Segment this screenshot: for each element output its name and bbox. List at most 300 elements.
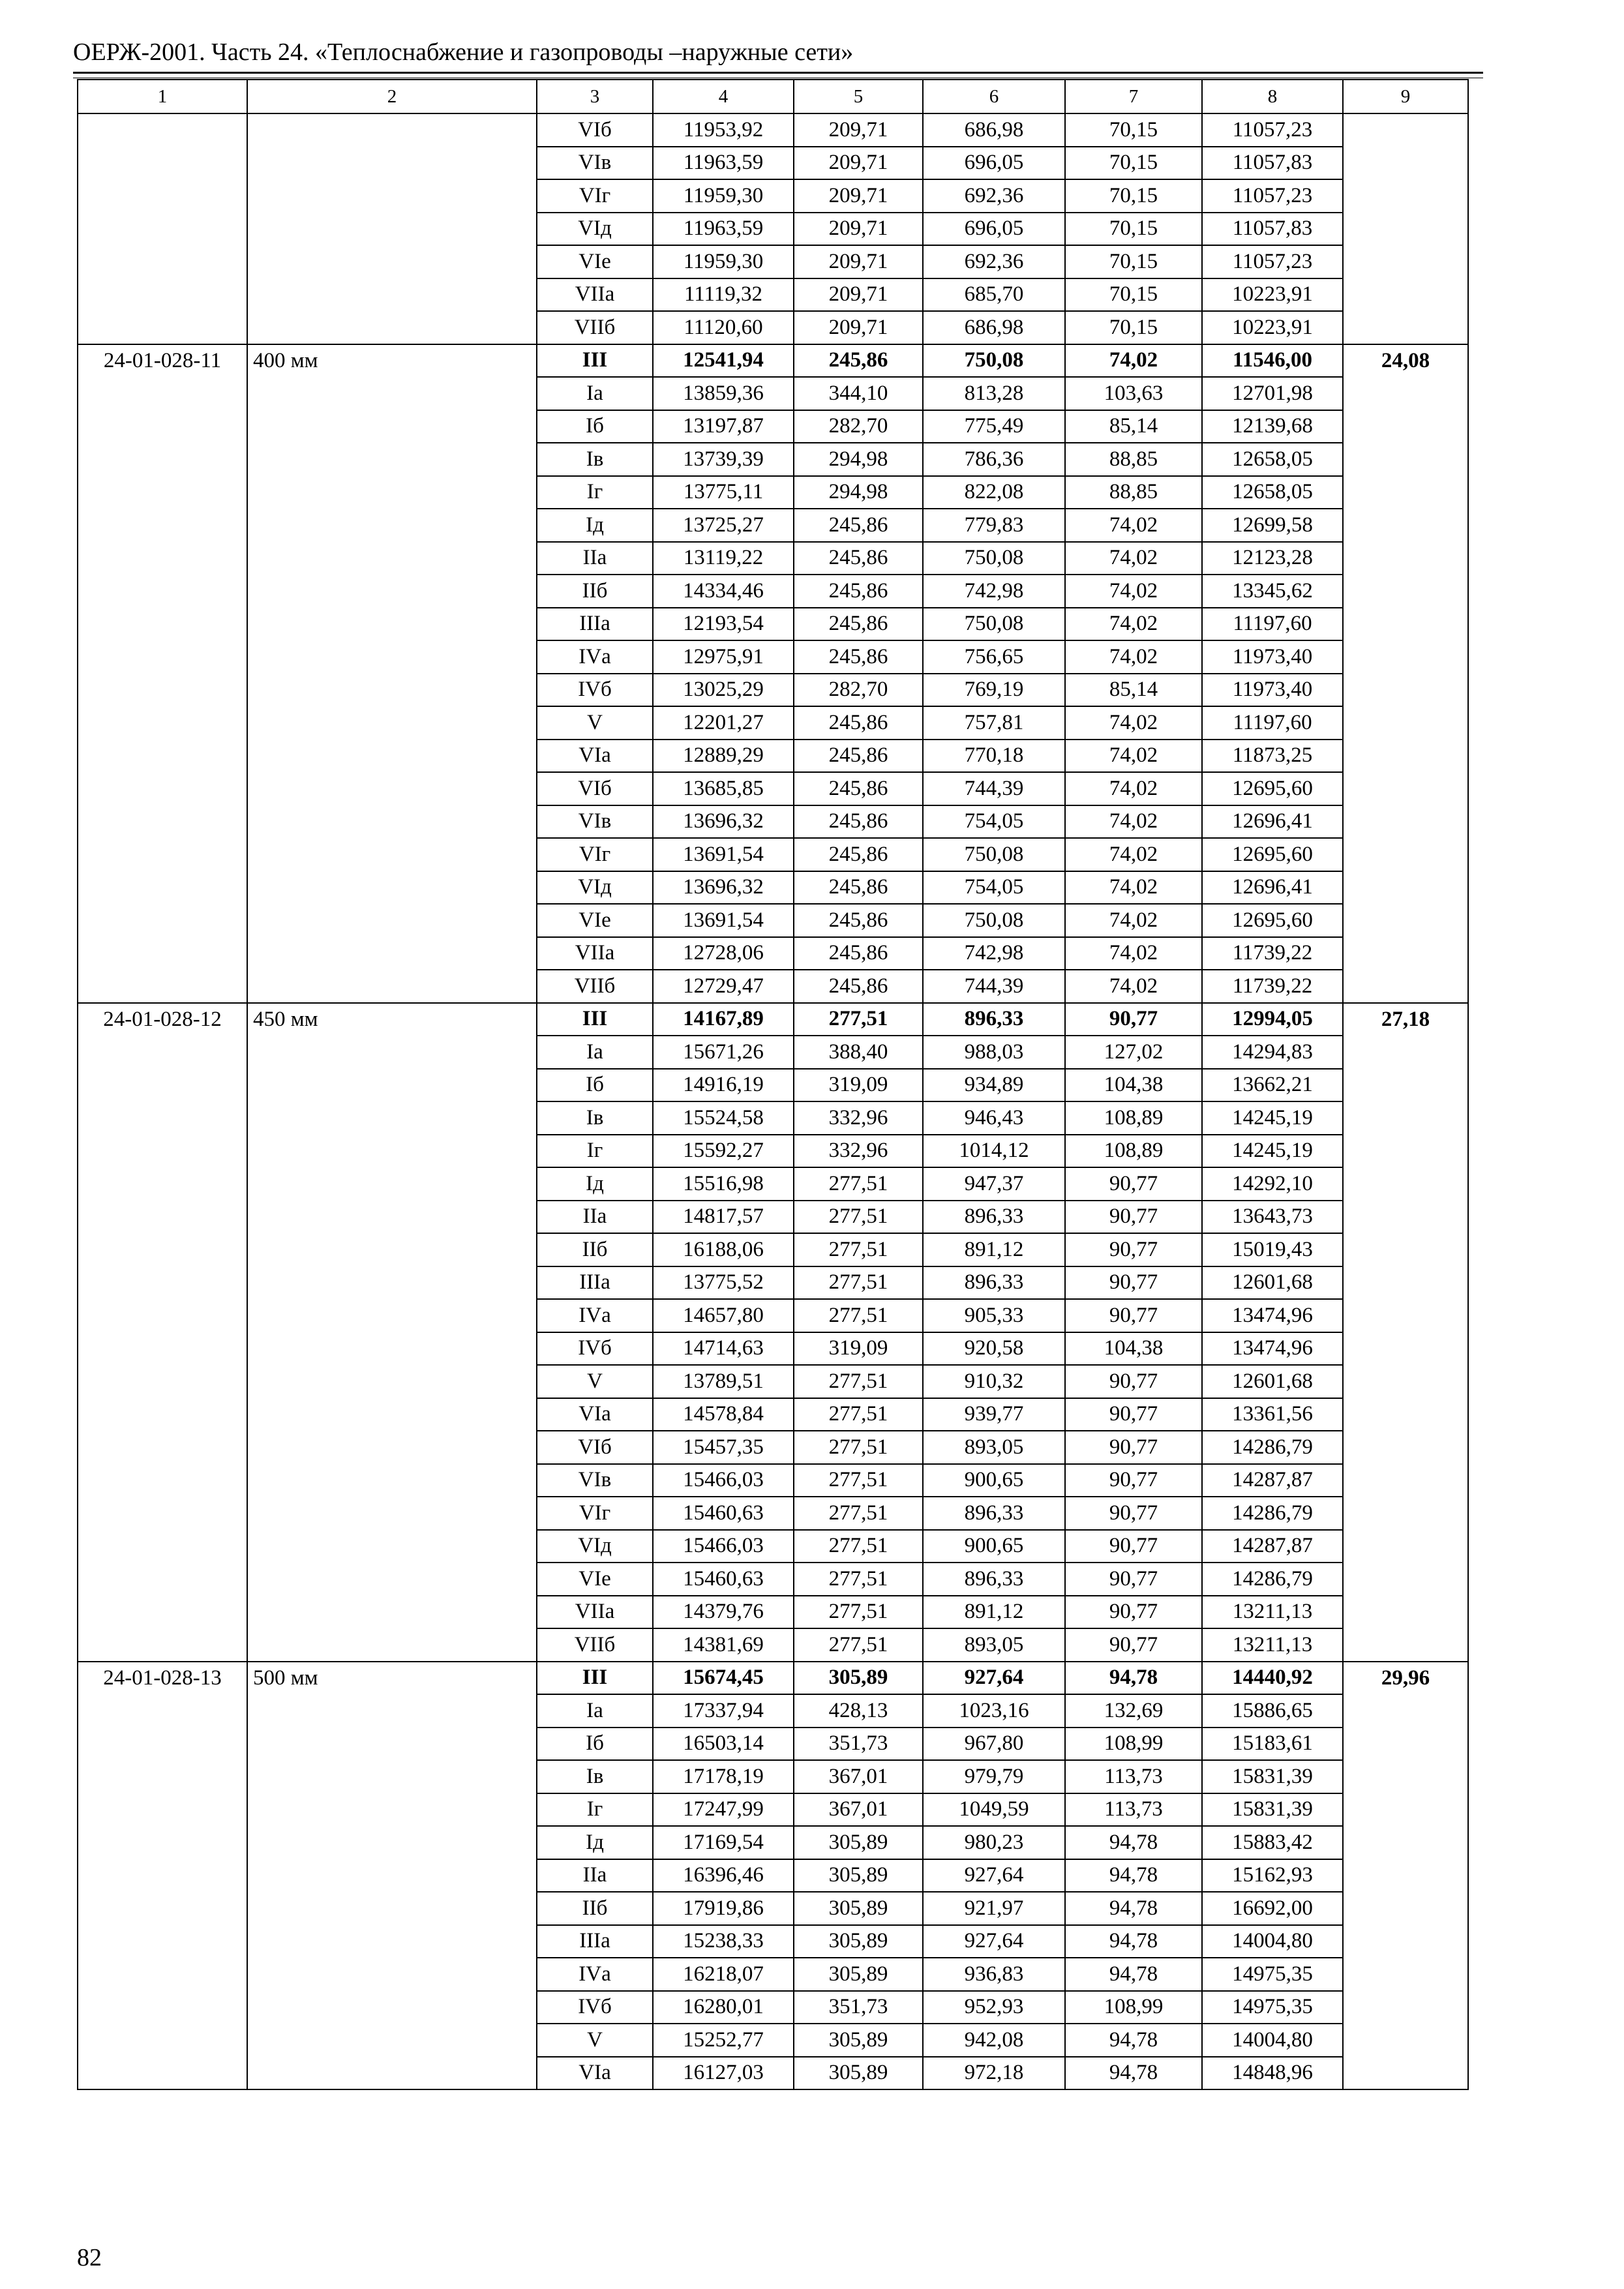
zone-cell: IIIа xyxy=(537,1925,653,1958)
machine-cell: 934,89 xyxy=(923,1069,1065,1102)
material-cell: 14245,19 xyxy=(1202,1101,1343,1135)
total-cell: 13696,32 xyxy=(653,871,794,905)
wage-cell: 305,89 xyxy=(794,1662,923,1695)
labor-cost-cell: 24,08 xyxy=(1343,344,1468,1003)
zone-cell: VIб xyxy=(537,113,653,147)
material-cell: 15183,61 xyxy=(1202,1728,1343,1761)
wage-cell: 305,89 xyxy=(794,1892,923,1925)
total-cell: 12541,94 xyxy=(653,344,794,378)
wage-cell: 277,51 xyxy=(794,1530,923,1563)
wage-cell: 282,70 xyxy=(794,410,923,443)
machine-cell: 685,70 xyxy=(923,278,1065,312)
machine-cell: 822,08 xyxy=(923,476,1065,509)
machine-wage-cell: 90,77 xyxy=(1065,1431,1202,1464)
material-cell: 12658,05 xyxy=(1202,443,1343,476)
machine-cell: 786,36 xyxy=(923,443,1065,476)
name-cell-empty xyxy=(247,113,537,344)
zone-cell: IVб xyxy=(537,1991,653,2024)
total-cell: 13691,54 xyxy=(653,838,794,871)
machine-wage-cell: 70,15 xyxy=(1065,245,1202,278)
material-cell: 11973,40 xyxy=(1202,674,1343,707)
material-cell: 11973,40 xyxy=(1202,640,1343,674)
zone-cell: VIIб xyxy=(537,311,653,344)
machine-wage-cell: 74,02 xyxy=(1065,344,1202,378)
zone-cell: V xyxy=(537,1365,653,1398)
item-name: 400 мм xyxy=(247,344,537,1003)
machine-cell: 1049,59 xyxy=(923,1793,1065,1827)
machine-cell: 939,77 xyxy=(923,1398,1065,1431)
wage-cell: 277,51 xyxy=(794,1431,923,1464)
machine-wage-cell: 132,69 xyxy=(1065,1694,1202,1728)
total-cell: 15457,35 xyxy=(653,1431,794,1464)
zone-cell: Iа xyxy=(537,1036,653,1069)
material-cell: 11546,00 xyxy=(1202,344,1343,378)
wage-cell: 282,70 xyxy=(794,674,923,707)
machine-wage-cell: 74,02 xyxy=(1065,575,1202,608)
material-cell: 12699,58 xyxy=(1202,509,1343,542)
machine-cell: 896,33 xyxy=(923,1497,1065,1530)
material-cell: 12123,28 xyxy=(1202,542,1343,575)
wage-cell: 245,86 xyxy=(794,904,923,937)
machine-cell: 947,37 xyxy=(923,1167,1065,1201)
column-number: 8 xyxy=(1202,80,1343,113)
total-cell: 16188,06 xyxy=(653,1233,794,1266)
wage-cell: 277,51 xyxy=(794,1233,923,1266)
zone-cell: VIIб xyxy=(537,970,653,1003)
wage-cell: 277,51 xyxy=(794,1398,923,1431)
material-cell: 14245,19 xyxy=(1202,1135,1343,1168)
wage-cell: 245,86 xyxy=(794,640,923,674)
material-cell: 11739,22 xyxy=(1202,937,1343,970)
material-cell: 12139,68 xyxy=(1202,410,1343,443)
machine-wage-cell: 94,78 xyxy=(1065,1958,1202,1991)
machine-wage-cell: 108,99 xyxy=(1065,1991,1202,2024)
machine-cell: 754,05 xyxy=(923,871,1065,905)
wage-cell: 245,86 xyxy=(794,344,923,378)
machine-cell: 692,36 xyxy=(923,179,1065,213)
material-cell: 13474,96 xyxy=(1202,1332,1343,1366)
wage-cell: 388,40 xyxy=(794,1036,923,1069)
wage-cell: 245,86 xyxy=(794,871,923,905)
column-number: 1 xyxy=(78,80,247,113)
material-cell: 13662,21 xyxy=(1202,1069,1343,1102)
total-cell: 13119,22 xyxy=(653,542,794,575)
material-cell: 10223,91 xyxy=(1202,311,1343,344)
machine-cell: 942,08 xyxy=(923,2024,1065,2057)
machine-cell: 775,49 xyxy=(923,410,1065,443)
wage-cell: 245,86 xyxy=(794,509,923,542)
table-row xyxy=(78,1003,1468,1036)
machine-wage-cell: 90,77 xyxy=(1065,1299,1202,1332)
item-name: 450 мм xyxy=(247,1003,537,1662)
total-cell: 17178,19 xyxy=(653,1760,794,1793)
material-cell: 12695,60 xyxy=(1202,772,1343,805)
machine-wage-cell: 94,78 xyxy=(1065,1859,1202,1893)
machine-cell: 770,18 xyxy=(923,740,1065,773)
material-cell: 11057,83 xyxy=(1202,213,1343,246)
zone-cell: VIа xyxy=(537,2057,653,2090)
total-cell: 16396,46 xyxy=(653,1859,794,1893)
material-cell: 15883,42 xyxy=(1202,1826,1343,1859)
machine-cell: 692,36 xyxy=(923,245,1065,278)
zone-cell: IIIа xyxy=(537,1266,653,1300)
wage-cell: 245,86 xyxy=(794,937,923,970)
zone-cell: Iд xyxy=(537,1167,653,1201)
machine-cell: 979,79 xyxy=(923,1760,1065,1793)
zone-cell: VIа xyxy=(537,1398,653,1431)
zone-cell: VIг xyxy=(537,838,653,871)
material-cell: 11197,60 xyxy=(1202,608,1343,641)
machine-wage-cell: 108,89 xyxy=(1065,1101,1202,1135)
header-rule-thick xyxy=(73,72,1483,74)
total-cell: 11959,30 xyxy=(653,245,794,278)
machine-wage-cell: 70,15 xyxy=(1065,147,1202,180)
zone-cell: Iа xyxy=(537,1694,653,1728)
zone-cell: Iб xyxy=(537,1728,653,1761)
zone-cell: Iг xyxy=(537,476,653,509)
machine-cell: 754,05 xyxy=(923,805,1065,839)
total-cell: 15516,98 xyxy=(653,1167,794,1201)
total-cell: 12975,91 xyxy=(653,640,794,674)
machine-cell: 921,97 xyxy=(923,1892,1065,1925)
total-cell: 13739,39 xyxy=(653,443,794,476)
material-cell: 11057,23 xyxy=(1202,113,1343,147)
total-cell: 14381,69 xyxy=(653,1628,794,1662)
total-cell: 15238,33 xyxy=(653,1925,794,1958)
machine-wage-cell: 108,89 xyxy=(1065,1135,1202,1168)
zone-cell: V xyxy=(537,2024,653,2057)
zone-cell: VIд xyxy=(537,213,653,246)
item-code: 24-01-028-13 xyxy=(78,1662,247,2090)
zone-cell: VIе xyxy=(537,904,653,937)
machine-wage-cell: 90,77 xyxy=(1065,1530,1202,1563)
total-cell: 13775,11 xyxy=(653,476,794,509)
machine-cell: 920,58 xyxy=(923,1332,1065,1366)
machine-wage-cell: 90,77 xyxy=(1065,1266,1202,1300)
machine-cell: 936,83 xyxy=(923,1958,1065,1991)
wage-cell: 319,09 xyxy=(794,1069,923,1102)
machine-cell: 686,98 xyxy=(923,311,1065,344)
wage-cell: 245,86 xyxy=(794,970,923,1003)
total-cell: 13685,85 xyxy=(653,772,794,805)
total-cell: 14578,84 xyxy=(653,1398,794,1431)
zone-cell: VIг xyxy=(537,1497,653,1530)
total-cell: 17337,94 xyxy=(653,1694,794,1728)
zone-cell: Iб xyxy=(537,410,653,443)
zone-cell: VIIб xyxy=(537,1628,653,1662)
material-cell: 14287,87 xyxy=(1202,1530,1343,1563)
machine-cell: 744,39 xyxy=(923,772,1065,805)
code-cell-empty xyxy=(78,113,247,344)
machine-wage-cell: 90,77 xyxy=(1065,1563,1202,1596)
wage-cell: 245,86 xyxy=(794,740,923,773)
total-cell: 17247,99 xyxy=(653,1793,794,1827)
total-cell: 13775,52 xyxy=(653,1266,794,1300)
total-cell: 15671,26 xyxy=(653,1036,794,1069)
material-cell: 11873,25 xyxy=(1202,740,1343,773)
wage-cell: 305,89 xyxy=(794,1859,923,1893)
machine-wage-cell: 74,02 xyxy=(1065,542,1202,575)
machine-wage-cell: 90,77 xyxy=(1065,1628,1202,1662)
zone-cell: VIIа xyxy=(537,1596,653,1629)
material-cell: 12695,60 xyxy=(1202,904,1343,937)
material-cell: 14004,80 xyxy=(1202,1925,1343,1958)
zone-cell: VIв xyxy=(537,147,653,180)
machine-cell: 742,98 xyxy=(923,937,1065,970)
total-cell: 14714,63 xyxy=(653,1332,794,1366)
total-cell: 11119,32 xyxy=(653,278,794,312)
total-cell: 13025,29 xyxy=(653,674,794,707)
zone-cell: VIв xyxy=(537,805,653,839)
zone-cell: VIа xyxy=(537,740,653,773)
wage-cell: 319,09 xyxy=(794,1332,923,1366)
machine-cell: 744,39 xyxy=(923,970,1065,1003)
total-cell: 11120,60 xyxy=(653,311,794,344)
zone-cell: Iг xyxy=(537,1135,653,1168)
machine-wage-cell: 88,85 xyxy=(1065,443,1202,476)
material-cell: 15886,65 xyxy=(1202,1694,1343,1728)
column-number: 4 xyxy=(653,80,794,113)
total-cell: 14916,19 xyxy=(653,1069,794,1102)
table-row xyxy=(78,113,1468,147)
zone-cell: IIа xyxy=(537,1859,653,1893)
column-number: 7 xyxy=(1065,80,1202,113)
wage-cell: 245,86 xyxy=(794,772,923,805)
machine-wage-cell: 103,63 xyxy=(1065,377,1202,410)
wage-cell: 367,01 xyxy=(794,1793,923,1827)
total-cell: 11953,92 xyxy=(653,113,794,147)
machine-wage-cell: 74,02 xyxy=(1065,608,1202,641)
column-number: 2 xyxy=(247,80,537,113)
wage-cell: 277,51 xyxy=(794,1628,923,1662)
machine-wage-cell: 108,99 xyxy=(1065,1728,1202,1761)
material-cell: 13643,73 xyxy=(1202,1201,1343,1234)
machine-wage-cell: 74,02 xyxy=(1065,706,1202,740)
machine-wage-cell: 74,02 xyxy=(1065,640,1202,674)
wage-cell: 294,98 xyxy=(794,476,923,509)
machine-cell: 893,05 xyxy=(923,1431,1065,1464)
machine-cell: 696,05 xyxy=(923,147,1065,180)
zone-cell: IIа xyxy=(537,1201,653,1234)
machine-cell: 1014,12 xyxy=(923,1135,1065,1168)
material-cell: 12601,68 xyxy=(1202,1266,1343,1300)
machine-cell: 988,03 xyxy=(923,1036,1065,1069)
machine-wage-cell: 74,02 xyxy=(1065,838,1202,871)
page-number: 82 xyxy=(77,2244,102,2271)
machine-cell: 757,81 xyxy=(923,706,1065,740)
wage-cell: 305,89 xyxy=(794,1925,923,1958)
machine-cell: 896,33 xyxy=(923,1266,1065,1300)
machine-cell: 769,19 xyxy=(923,674,1065,707)
page-header-title: ОЕРЖ-2001. Часть 24. «Теплоснабжение и газопроводы –наружные сети» xyxy=(73,38,854,66)
total-cell: 11959,30 xyxy=(653,179,794,213)
total-cell: 12193,54 xyxy=(653,608,794,641)
total-cell: 14379,76 xyxy=(653,1596,794,1629)
material-cell: 14286,79 xyxy=(1202,1563,1343,1596)
machine-wage-cell: 90,77 xyxy=(1065,1365,1202,1398)
material-cell: 11057,83 xyxy=(1202,147,1343,180)
machine-cell: 779,83 xyxy=(923,509,1065,542)
material-cell: 12601,68 xyxy=(1202,1365,1343,1398)
machine-wage-cell: 74,02 xyxy=(1065,970,1202,1003)
zone-cell: Iг xyxy=(537,1793,653,1827)
machine-wage-cell: 127,02 xyxy=(1065,1036,1202,1069)
machine-wage-cell: 70,15 xyxy=(1065,278,1202,312)
extra-cell-empty xyxy=(1343,113,1468,344)
machine-wage-cell: 74,02 xyxy=(1065,871,1202,905)
total-cell: 12728,06 xyxy=(653,937,794,970)
total-cell: 14817,57 xyxy=(653,1201,794,1234)
wage-cell: 209,71 xyxy=(794,245,923,278)
machine-wage-cell: 94,78 xyxy=(1065,2057,1202,2090)
wage-cell: 277,51 xyxy=(794,1299,923,1332)
zone-cell: Iд xyxy=(537,1826,653,1859)
wage-cell: 294,98 xyxy=(794,443,923,476)
material-cell: 10223,91 xyxy=(1202,278,1343,312)
item-code: 24-01-028-11 xyxy=(78,344,247,1003)
machine-cell: 756,65 xyxy=(923,640,1065,674)
total-cell: 15460,63 xyxy=(653,1497,794,1530)
total-cell: 13859,36 xyxy=(653,377,794,410)
wage-cell: 209,71 xyxy=(794,311,923,344)
material-cell: 11739,22 xyxy=(1202,970,1343,1003)
material-cell: 14287,87 xyxy=(1202,1464,1343,1497)
zone-cell: VIг xyxy=(537,179,653,213)
material-cell: 14848,96 xyxy=(1202,2057,1343,2090)
material-cell: 16692,00 xyxy=(1202,1892,1343,1925)
machine-wage-cell: 90,77 xyxy=(1065,1497,1202,1530)
machine-wage-cell: 90,77 xyxy=(1065,1464,1202,1497)
machine-cell: 891,12 xyxy=(923,1233,1065,1266)
machine-cell: 905,33 xyxy=(923,1299,1065,1332)
zone-cell: VIIа xyxy=(537,937,653,970)
material-cell: 12994,05 xyxy=(1202,1003,1343,1036)
wage-cell: 209,71 xyxy=(794,113,923,147)
total-cell: 15592,27 xyxy=(653,1135,794,1168)
zone-cell: VIб xyxy=(537,772,653,805)
material-cell: 13361,56 xyxy=(1202,1398,1343,1431)
machine-cell: 1023,16 xyxy=(923,1694,1065,1728)
material-cell: 14975,35 xyxy=(1202,1991,1343,2024)
wage-cell: 332,96 xyxy=(794,1135,923,1168)
material-cell: 14294,83 xyxy=(1202,1036,1343,1069)
wage-cell: 351,73 xyxy=(794,1991,923,2024)
wage-cell: 277,51 xyxy=(794,1167,923,1201)
wage-cell: 277,51 xyxy=(794,1497,923,1530)
zone-cell: Iв xyxy=(537,1101,653,1135)
total-cell: 12201,27 xyxy=(653,706,794,740)
column-number: 3 xyxy=(537,80,653,113)
machine-cell: 927,64 xyxy=(923,1925,1065,1958)
wage-cell: 277,51 xyxy=(794,1003,923,1036)
wage-cell: 305,89 xyxy=(794,2057,923,2090)
machine-cell: 742,98 xyxy=(923,575,1065,608)
column-number-row xyxy=(78,80,1468,113)
machine-wage-cell: 70,15 xyxy=(1065,213,1202,246)
wage-cell: 305,89 xyxy=(794,1826,923,1859)
machine-wage-cell: 74,02 xyxy=(1065,740,1202,773)
machine-wage-cell: 94,78 xyxy=(1065,2024,1202,2057)
zone-cell: Iа xyxy=(537,377,653,410)
zone-cell: III xyxy=(537,1003,653,1036)
total-cell: 11963,59 xyxy=(653,213,794,246)
machine-cell: 750,08 xyxy=(923,344,1065,378)
total-cell: 13789,51 xyxy=(653,1365,794,1398)
wage-cell: 209,71 xyxy=(794,278,923,312)
column-number: 6 xyxy=(923,80,1065,113)
labor-cost-cell: 27,18 xyxy=(1343,1003,1468,1662)
wage-cell: 277,51 xyxy=(794,1201,923,1234)
wage-cell: 209,71 xyxy=(794,147,923,180)
zone-cell: Iд xyxy=(537,509,653,542)
total-cell: 13725,27 xyxy=(653,509,794,542)
price-table xyxy=(77,79,1469,2090)
material-cell: 13345,62 xyxy=(1202,575,1343,608)
machine-cell: 750,08 xyxy=(923,542,1065,575)
total-cell: 16280,01 xyxy=(653,1991,794,2024)
machine-wage-cell: 90,77 xyxy=(1065,1398,1202,1431)
machine-wage-cell: 74,02 xyxy=(1065,509,1202,542)
machine-wage-cell: 74,02 xyxy=(1065,904,1202,937)
material-cell: 13211,13 xyxy=(1202,1628,1343,1662)
wage-cell: 332,96 xyxy=(794,1101,923,1135)
zone-cell: IVа xyxy=(537,1958,653,1991)
wage-cell: 245,86 xyxy=(794,575,923,608)
table-row xyxy=(78,1662,1468,1695)
material-cell: 14975,35 xyxy=(1202,1958,1343,1991)
machine-cell: 972,18 xyxy=(923,2057,1065,2090)
machine-wage-cell: 104,38 xyxy=(1065,1332,1202,1366)
machine-cell: 946,43 xyxy=(923,1101,1065,1135)
total-cell: 16503,14 xyxy=(653,1728,794,1761)
material-cell: 14292,10 xyxy=(1202,1167,1343,1201)
machine-cell: 896,33 xyxy=(923,1201,1065,1234)
machine-wage-cell: 85,14 xyxy=(1065,410,1202,443)
total-cell: 15524,58 xyxy=(653,1101,794,1135)
column-number: 5 xyxy=(794,80,923,113)
machine-wage-cell: 94,78 xyxy=(1065,1826,1202,1859)
material-cell: 12696,41 xyxy=(1202,805,1343,839)
column-number: 9 xyxy=(1343,80,1468,113)
machine-wage-cell: 94,78 xyxy=(1065,1662,1202,1695)
material-cell: 15019,43 xyxy=(1202,1233,1343,1266)
total-cell: 13696,32 xyxy=(653,805,794,839)
total-cell: 17919,86 xyxy=(653,1892,794,1925)
total-cell: 15460,63 xyxy=(653,1563,794,1596)
material-cell: 11057,23 xyxy=(1202,245,1343,278)
total-cell: 14167,89 xyxy=(653,1003,794,1036)
total-cell: 13197,87 xyxy=(653,410,794,443)
zone-cell: III xyxy=(537,1662,653,1695)
zone-cell: IVб xyxy=(537,1332,653,1366)
machine-wage-cell: 90,77 xyxy=(1065,1233,1202,1266)
material-cell: 12695,60 xyxy=(1202,838,1343,871)
machine-wage-cell: 113,73 xyxy=(1065,1793,1202,1827)
total-cell: 11963,59 xyxy=(653,147,794,180)
machine-cell: 750,08 xyxy=(923,904,1065,937)
material-cell: 15831,39 xyxy=(1202,1793,1343,1827)
zone-cell: IIб xyxy=(537,1892,653,1925)
material-cell: 13211,13 xyxy=(1202,1596,1343,1629)
machine-wage-cell: 90,77 xyxy=(1065,1003,1202,1036)
machine-wage-cell: 74,02 xyxy=(1065,937,1202,970)
zone-cell: IIа xyxy=(537,542,653,575)
machine-cell: 891,12 xyxy=(923,1596,1065,1629)
machine-wage-cell: 94,78 xyxy=(1065,1925,1202,1958)
zone-cell: Iв xyxy=(537,1760,653,1793)
zone-cell: VIIа xyxy=(537,278,653,312)
machine-wage-cell: 85,14 xyxy=(1065,674,1202,707)
